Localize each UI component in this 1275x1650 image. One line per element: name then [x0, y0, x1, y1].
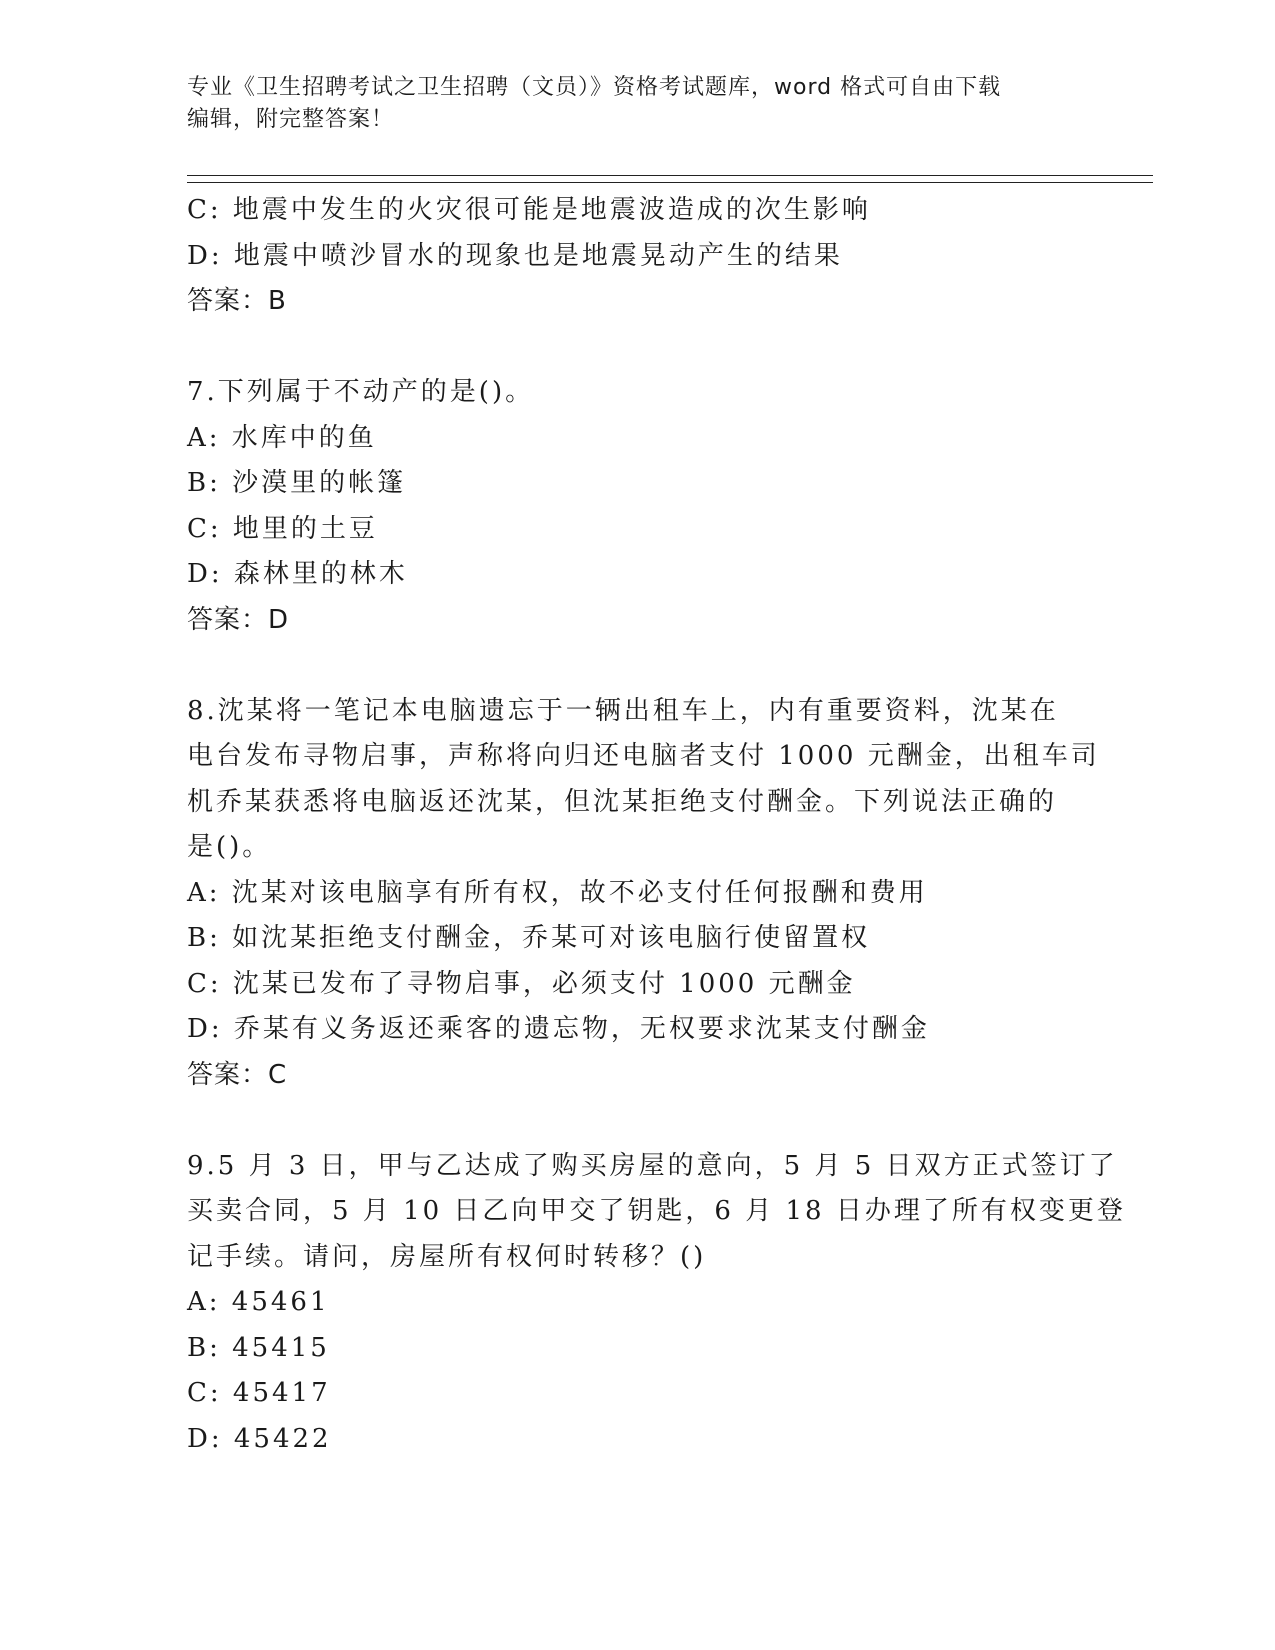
- spacer: [187, 1098, 1087, 1144]
- option-c: C: 地震中发生的火灾很可能是地震波造成的次生影响: [187, 195, 871, 225]
- option-a: A: 水库中的鱼: [187, 422, 377, 453]
- question-list: [187, 188, 1126, 1462]
- spacer: [187, 643, 1087, 689]
- question-stem-line: 机乔某获悉将电脑返还沈某，但沈某拒绝支付酬金。下列说法正确的: [187, 786, 1058, 817]
- question-stem-line: 记手续。请问，房屋所有权何时转移？(): [187, 1241, 707, 1272]
- header-divider-bottom: [187, 182, 1153, 183]
- option-a: A: 沈某对该电脑享有所有权，故不必支付任何报酬和费用: [187, 877, 928, 908]
- answer: 答案：B: [187, 286, 287, 316]
- spacer: [187, 325, 1087, 371]
- option-b: B: 45415: [187, 1332, 330, 1363]
- question-8: [187, 689, 1100, 1099]
- question-6-tail: [187, 188, 1087, 325]
- question-stem-line: 买卖合同，5 月 10 日乙向甲交了钥匙，6 月 18 日办理了所有权变更登: [187, 1196, 1126, 1226]
- option-b: B: 沙漠里的帐篷: [187, 468, 407, 498]
- header-line-1: 专业《卫生招聘考试之卫生招聘（文员）》资格考试题库，word 格式可自由下载: [187, 75, 1002, 100]
- document-header: [187, 72, 1087, 136]
- option-c: C: 45417: [187, 1378, 331, 1408]
- question-stem-line: 9.5 月 3 日，甲与乙达成了购买房屋的意向，5 月 5 日双方正式签订了: [187, 1150, 1118, 1181]
- header-divider-top: [187, 175, 1153, 176]
- question-stem-line: 电台发布寻物启事，声称将向归还电脑者支付 1000 元酬金，出租车司: [187, 741, 1100, 771]
- option-d: D: 乔某有义务返还乘客的遗忘物，无权要求沈某支付酬金: [187, 1014, 930, 1044]
- answer: 答案：D: [187, 604, 290, 635]
- question-stem-line: 是()。: [187, 832, 272, 862]
- header-line-2: 编辑，附完整答案！: [187, 107, 395, 132]
- question-7: [187, 370, 1087, 643]
- option-d: D: 地震中喷沙冒水的现象也是地震晃动产生的结果: [187, 240, 843, 271]
- option-c: C: 地里的土豆: [187, 513, 378, 544]
- option-a: A: 45461: [187, 1287, 330, 1317]
- option-b: B: 如沈某拒绝支付酬金，乔某可对该电脑行使留置权: [187, 923, 871, 953]
- question-stem-line: 8.沈某将一笔记本电脑遗忘于一辆出租车上，内有重要资料，沈某在: [187, 695, 1059, 726]
- question-stem: 7.下列属于不动产的是()。: [187, 377, 535, 407]
- option-c: C: 沈某已发布了寻物启事，必须支付 1000 元酬金: [187, 968, 856, 999]
- option-d: D: 森林里的林木: [187, 559, 408, 589]
- question-9: [187, 1144, 1126, 1463]
- option-d: D: 45422: [187, 1423, 332, 1454]
- answer: 答案：C: [187, 1059, 288, 1090]
